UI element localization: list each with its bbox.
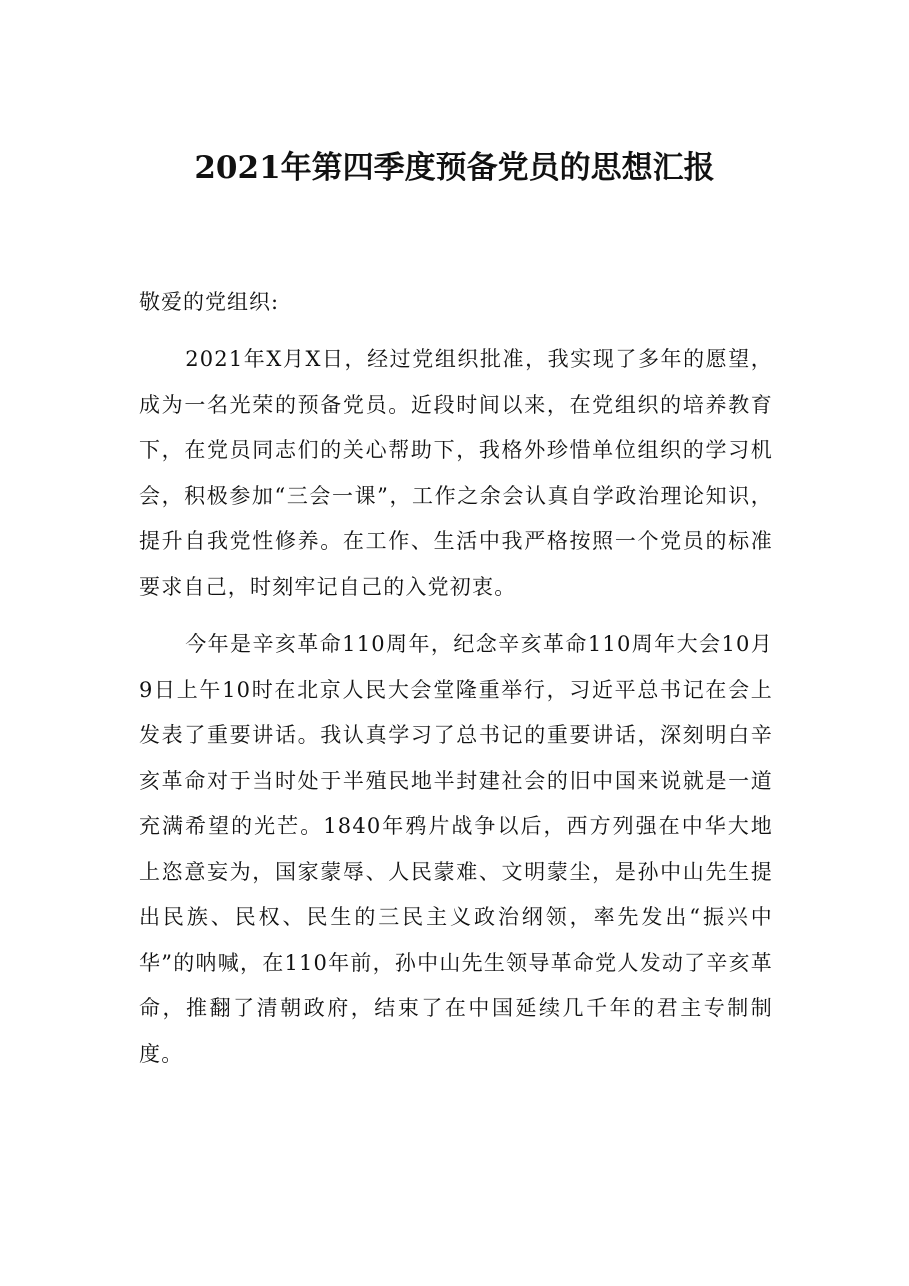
document-body — [139, 280, 773, 1089]
paragraph-2: 今年是辛亥革命110周年，纪念辛亥革命110周年大会10月9日上午10时在北京人民大会堂隆重举行，习近平总书记在会上发表了重要讲话。我认真学习了总书记的重要讲话，深刻明白辛亥革命对于当时处于半殖民地半封建社会的旧中国来说就是一道充满希望的光芒。1840年鸦片战争以后，西方列强在中华大地上恣意妄为，国家蒙辱、人民蒙难、文明蒙尘，是孙中山先生提出民族、民权、民生的三民主义政治纲领，率先发出“振兴中华”的呐喊，在110年前，孙中山先生领导革命党人发动了辛亥革命，推翻了清朝政府，结束了在中国延续几千年的君主专制制度。 — [139, 632, 773, 1066]
paragraph-1: 2021年X月X日，经过党组织批准，我实现了多年的愿望，成为一名光荣的预备党员。近段时间以来，在党组织的培养教育下，在党员同志们的关心帮助下，我格外珍惜单位组织的学习机会，积极参加“三会一课”，工作之余会认真自学政治理论知识，提升自我党性修养。在工作、生活中我严格按照一个党员的标准要求自己，时刻牢记自己的入党初衷。 — [139, 347, 773, 599]
salutation: 敬爱的党组织: — [139, 290, 280, 314]
document-title: 2021年第四季度预备党员的思想汇报 — [194, 150, 715, 186]
